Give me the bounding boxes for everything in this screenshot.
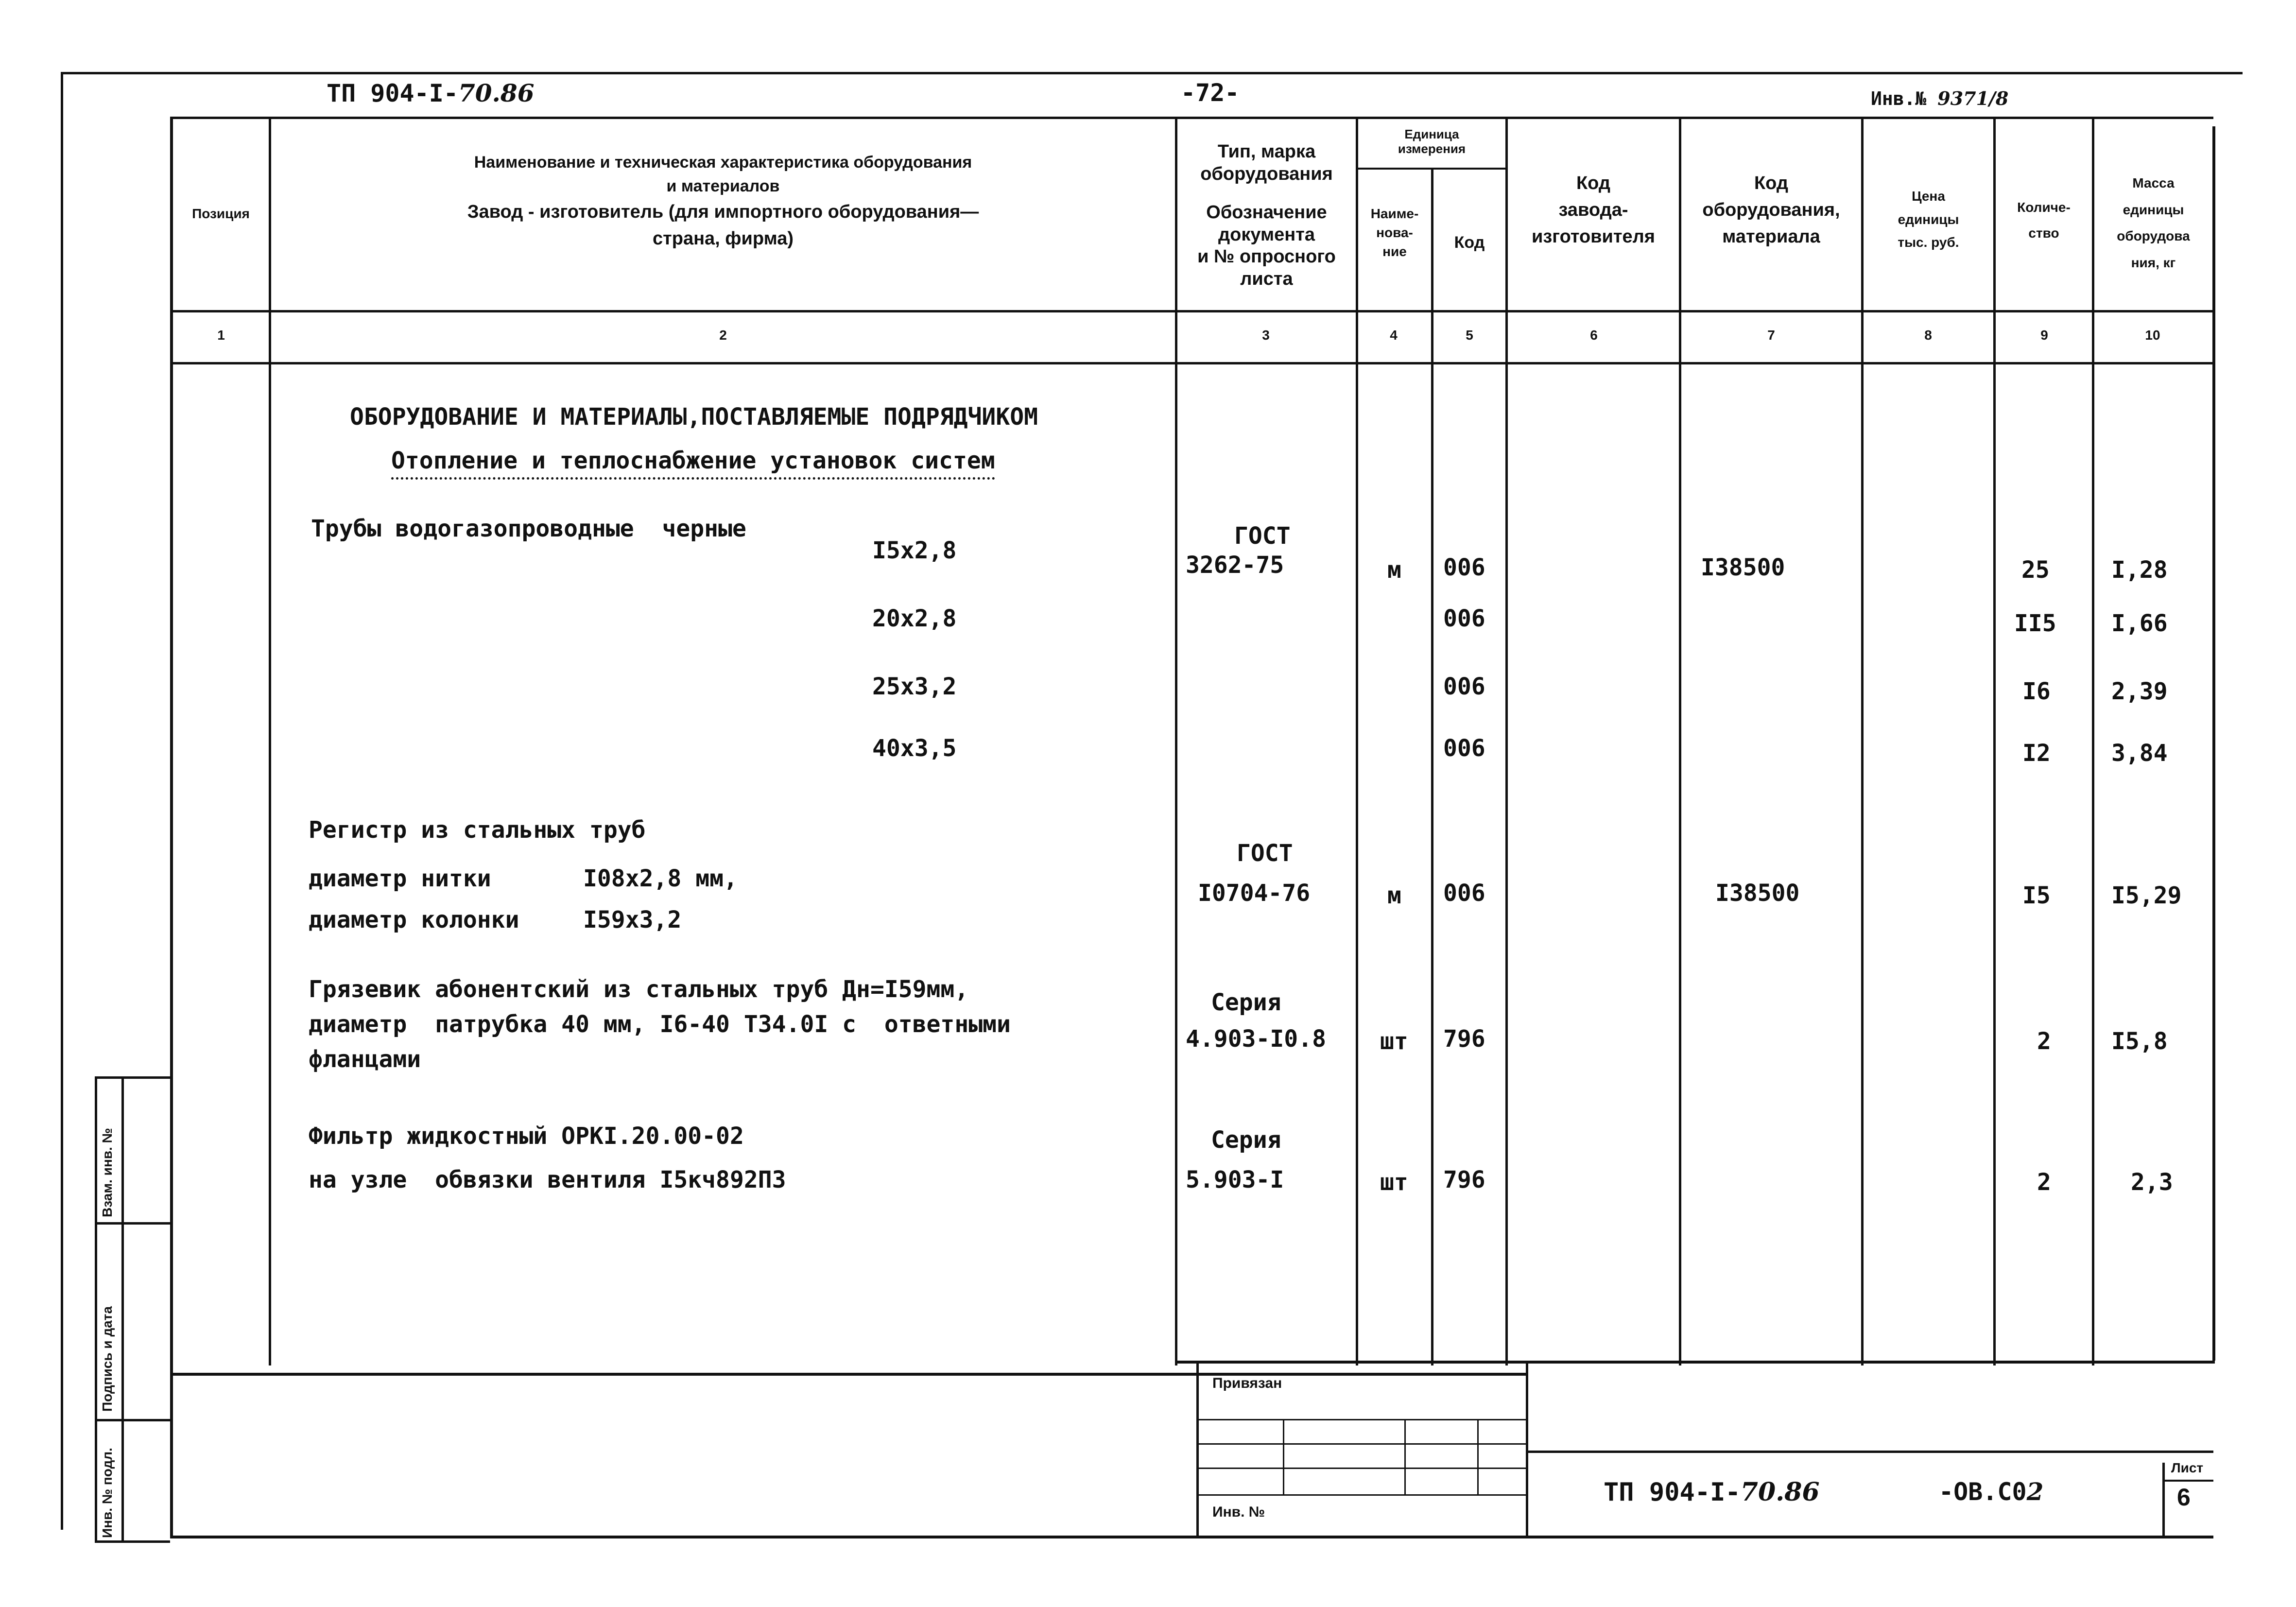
- footer-doc-code-prefix: ТП 904-I-: [1604, 1478, 1741, 1507]
- inventory-number: [1871, 87, 2008, 109]
- sheet-number: 6: [2177, 1484, 2191, 1511]
- col-number-4: 4: [1390, 328, 1398, 343]
- pipes-unit: м: [1387, 556, 1401, 584]
- col-header-4-line-1: Наиме-: [1370, 206, 1419, 221]
- inv-no-label: Инв. №: [1212, 1504, 1265, 1520]
- col-number-5: 5: [1466, 328, 1473, 343]
- col-header-3-line-4: документа: [1218, 224, 1315, 245]
- footer-sheet-code-hand: 2: [2026, 1477, 2044, 1506]
- mud-line-1: Грязевик абонентский из стальных труб Дн=I59мм,: [309, 976, 969, 1003]
- col-number-8: 8: [1924, 328, 1932, 343]
- pipes-size-1: I5x2,8: [872, 537, 957, 564]
- footer-sheet-code: [1939, 1477, 2043, 1506]
- colnum-bottom-line: [170, 362, 2213, 364]
- pipes-doc-line-2: 3262-75: [1186, 552, 1284, 579]
- register-material-code: I38500: [1715, 880, 1800, 907]
- col-header-8-line-1: Цена: [1912, 189, 1945, 204]
- mud-doc-line-1: Серия: [1211, 989, 1281, 1016]
- mud-mass: I5,8: [2111, 1028, 2168, 1055]
- privyazan-label: Привязан: [1212, 1375, 1282, 1391]
- col-header-7-line-3: материала: [1722, 226, 1820, 247]
- subsection-title-text: Отопление и теплоснабжение установок систем: [391, 447, 995, 480]
- doc-code-top-hand: 70.86: [458, 79, 535, 107]
- frame-top-line: [61, 72, 2243, 74]
- col-header-unit-line-2: измерения: [1398, 141, 1466, 156]
- stamp-grid-h3: [1196, 1468, 1526, 1469]
- side-stamp-left: [95, 1076, 97, 1543]
- inventory-hand: 9371/8: [1937, 87, 2009, 109]
- filter-mass: 2,3: [2131, 1169, 2173, 1196]
- filter-code: 796: [1443, 1166, 1485, 1193]
- side-stamp-div-2: [95, 1419, 170, 1421]
- mud-qty: 2: [2037, 1028, 2051, 1055]
- col-header-9: [1996, 194, 2092, 246]
- inventory-label: Инв.№: [1871, 88, 1927, 109]
- footer-doc-code-hand: 70.86: [1740, 1477, 1820, 1507]
- col-header-9-line-1: Количе-: [2017, 200, 2071, 215]
- col-header-unit-line-1: Единица: [1404, 127, 1459, 141]
- col-number-2: 2: [719, 328, 727, 343]
- mud-unit: шт: [1380, 1028, 1408, 1055]
- footer-bottom-line: [170, 1536, 2213, 1538]
- col-header-10-line-3: оборудова: [2117, 228, 2190, 244]
- pipes-mass-4: 3,84: [2111, 740, 2168, 767]
- footer-sheet-mid: [2162, 1480, 2213, 1482]
- pipes-size-3: 25x3,2: [872, 673, 957, 700]
- col-header-1: Позиция: [192, 206, 250, 221]
- col-header-7-line-2: оборудования,: [1702, 200, 1840, 221]
- pipes-mass-1: I,28: [2111, 556, 2168, 584]
- register-mass: I5,29: [2111, 882, 2182, 909]
- col-header-9-line-2: ство: [2028, 225, 2059, 241]
- col-header-10-line-2: единицы: [2123, 202, 2184, 217]
- col-header-4: [1358, 204, 1431, 261]
- filter-line-1: Фильтр жидкостный ОРКI.20.00-02: [309, 1123, 744, 1150]
- col-header-2-line-2: и материалов: [666, 177, 780, 196]
- register-line-2-value: I08x2,8 мм,: [583, 865, 738, 892]
- pipes-qty-4: I2: [2022, 740, 2051, 767]
- col-header-3: [1177, 141, 1356, 291]
- register-line-2-label: диаметр нитки: [309, 865, 491, 892]
- stamp-grid-v2: [1404, 1419, 1406, 1494]
- pipes-qty-2: II5: [2014, 610, 2056, 637]
- col-header-6-line-2: завода-: [1558, 200, 1628, 221]
- footer-stamp-right: [1526, 1361, 1528, 1536]
- col-line-6: [1679, 117, 1681, 1365]
- section-title: ОБОРУДОВАНИЕ И МАТЕРИАЛЫ,ПОСТАВЛЯЕМЫЕ ПОДРЯДЧИКОМ: [350, 403, 1038, 431]
- pipes-code-1: 006: [1443, 554, 1485, 581]
- pipes-size-2: 20x2,8: [872, 605, 957, 632]
- col-number-9: 9: [2040, 328, 2048, 343]
- col-header-3-line-1: Тип, марка: [1217, 141, 1316, 162]
- doc-code-top-prefix: ТП 904-I-: [327, 79, 458, 107]
- pipes-code-4: 006: [1443, 735, 1485, 762]
- col-number-3: 3: [1262, 328, 1270, 343]
- stamp-grid-v1: [1283, 1419, 1284, 1494]
- body-bottom-line: [1175, 1361, 2215, 1364]
- col-header-3-line-3: Обозначение: [1206, 202, 1327, 223]
- side-stamp-vzam: Взам. инв. №: [100, 1128, 115, 1217]
- register-code: 006: [1443, 880, 1485, 907]
- pipes-name: Трубы водогазопроводные черные: [311, 515, 746, 542]
- mud-line-2: диаметр патрубка 40 мм, I6-40 Т34.0I с ответными: [309, 1011, 1011, 1038]
- col-line-8: [1993, 117, 1996, 1365]
- pipes-mass-2: I,66: [2111, 610, 2168, 637]
- pipes-doc-line-1: ГОСТ: [1234, 522, 1291, 550]
- col-header-8-line-2: единицы: [1898, 211, 1959, 227]
- side-stamp-top: [95, 1076, 170, 1079]
- col-header-2-line-1: Наименование и техническая характеристика оборудования: [474, 153, 972, 172]
- unit-group-line: [1356, 168, 1507, 170]
- col-header-5: Код: [1454, 233, 1485, 252]
- register-line-1: Регистр из стальных труб: [309, 816, 646, 844]
- header-bottom-line: [170, 310, 2213, 312]
- pipes-code-2: 006: [1443, 605, 1485, 632]
- col-header-4-line-3: ние: [1382, 244, 1407, 259]
- side-stamp-div-1: [95, 1222, 170, 1225]
- side-stamp-inv-podl: Инв. № подл.: [100, 1448, 115, 1538]
- stamp-grid-h4: [1196, 1494, 1526, 1496]
- table-top-line: [170, 117, 2213, 119]
- col-line-2: [1175, 117, 1177, 1365]
- col-header-2-line-4: страна, фирма): [652, 228, 794, 249]
- register-doc-line-2: I0704-76: [1198, 880, 1311, 907]
- footer-stamp-left: [1196, 1361, 1199, 1536]
- filter-unit: шт: [1380, 1169, 1408, 1196]
- footer-code-top: [1526, 1451, 2213, 1453]
- register-qty: I5: [2022, 882, 2051, 909]
- col-line-1: [269, 117, 271, 1365]
- col-header-10-line-1: Масса: [2132, 175, 2175, 190]
- footer-doc-code: [1604, 1477, 1820, 1507]
- col-header-6-line-3: изготовителя: [1532, 226, 1655, 247]
- pipes-qty-3: I6: [2022, 678, 2051, 705]
- register-line-3-value: I59x3,2: [583, 906, 682, 933]
- sheet-label: Лист: [2171, 1460, 2204, 1475]
- side-stamp-bottom: [95, 1540, 170, 1543]
- side-stamp-inner: [121, 1076, 124, 1543]
- mud-doc-line-2: 4.903-I0.8: [1186, 1025, 1326, 1053]
- pipes-code-3: 006: [1443, 673, 1485, 700]
- pipes-size-4: 40x3,5: [872, 735, 957, 762]
- col-line-7: [1861, 117, 1864, 1365]
- stamp-grid-h1: [1196, 1419, 1526, 1420]
- col-header-2: [271, 151, 1175, 252]
- filter-qty: 2: [2037, 1169, 2051, 1196]
- filter-doc-line-1: Серия: [1211, 1126, 1281, 1154]
- col-header-4-line-2: нова-: [1376, 225, 1413, 241]
- stamp-grid-v3: [1477, 1419, 1479, 1494]
- side-stamp-podpis: Подпись и дата: [100, 1306, 115, 1412]
- frame-left-line: [61, 72, 63, 1530]
- mud-code: 796: [1443, 1025, 1485, 1053]
- col-line-9: [2092, 117, 2094, 1365]
- stamp-grid-h2: [1196, 1443, 1526, 1445]
- col-header-6-line-1: Код: [1576, 173, 1611, 193]
- table-left-line: [170, 117, 173, 1538]
- footer-sheet-left: [2162, 1463, 2165, 1536]
- col-header-7-line-1: Код: [1754, 173, 1789, 193]
- col-line-5: [1505, 117, 1508, 1365]
- col-header-10: [2094, 170, 2212, 276]
- pipes-mass-3: 2,39: [2111, 678, 2168, 705]
- col-line-4: [1431, 168, 1433, 1365]
- col-number-6: 6: [1590, 328, 1598, 343]
- footer-sheet-code-prefix: -ОВ.С0: [1939, 1478, 2027, 1506]
- register-line-3-label: диаметр колонки: [309, 906, 519, 933]
- register-doc-line-1: ГОСТ: [1237, 840, 1293, 867]
- col-header-7: [1681, 170, 1861, 250]
- col-header-unit-group: [1358, 127, 1505, 156]
- filter-line-2: на узле обвязки вентиля I5кч892П3: [309, 1166, 786, 1193]
- doc-code-top: [327, 79, 535, 107]
- col-header-10-line-4: ния, кг: [2131, 255, 2176, 270]
- col-number-10: 10: [2145, 328, 2160, 343]
- page-number: -72-: [1181, 79, 1240, 107]
- col-header-3-line-6: листа: [1240, 268, 1293, 289]
- col-header-8-line-3: тыс. руб.: [1898, 235, 1959, 250]
- col-number-1: 1: [217, 328, 225, 343]
- col-line-3: [1356, 117, 1358, 1365]
- col-header-3-line-5: и № опросного: [1197, 246, 1336, 267]
- col-header-2-line-3: Завод - изготовитель (для импортного оборудования—: [467, 201, 979, 222]
- col-header-3-line-2: оборудования: [1200, 163, 1333, 184]
- col-number-7: 7: [1767, 328, 1775, 343]
- pipes-material-code: I38500: [1701, 554, 1785, 581]
- filter-doc-line-2: 5.903-I: [1186, 1166, 1284, 1193]
- mud-line-3: фланцами: [309, 1046, 421, 1073]
- col-header-6: [1508, 170, 1679, 250]
- register-unit: м: [1387, 882, 1401, 909]
- footer-top-line: [170, 1373, 1526, 1376]
- col-header-8: [1864, 185, 1993, 254]
- pipes-qty-1: 25: [2021, 556, 2050, 584]
- subsection-title: [391, 447, 995, 474]
